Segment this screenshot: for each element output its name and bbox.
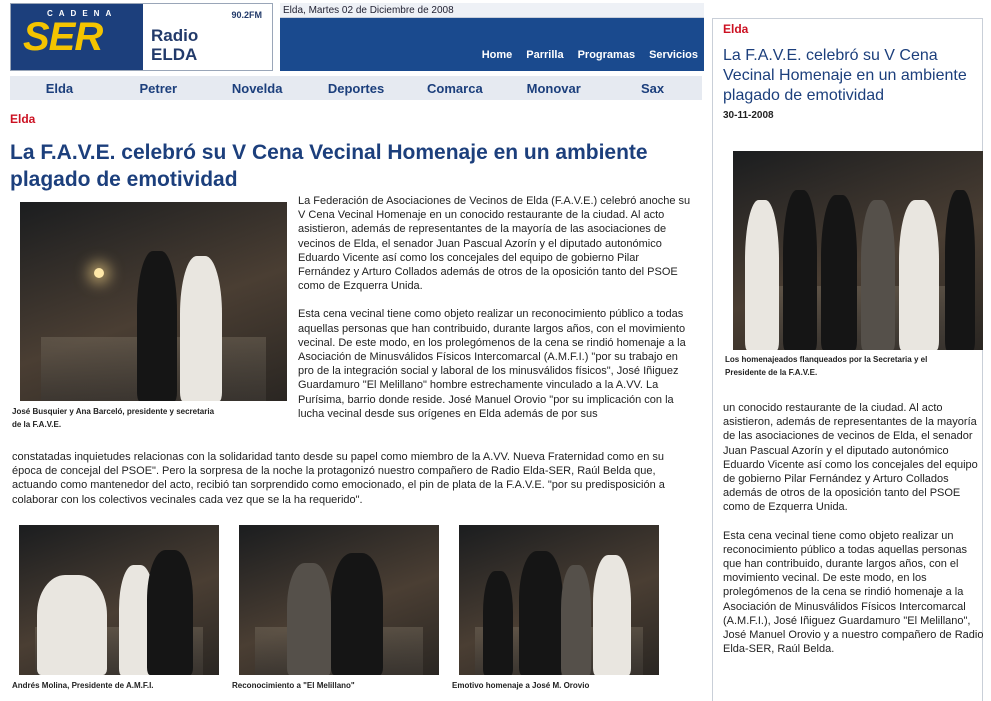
sidebar-date: 30-11-2008	[723, 110, 774, 121]
gallery-photo-2[interactable]	[239, 525, 439, 675]
gallery-caption-1: Andrés Molina, Presidente de A.M.F.I.	[12, 681, 154, 690]
sidebar-paragraph-2: Esta cena vecinal tiene como objeto realizar un reconocimiento público a todas aquellas personas que han contribuido, durante largos años, con el movimiento vecinal. De este modo, en los prolegómenos de la cena se rindió homenaje a la Asociación de Minusválidos Físicos Intercomarcal (A.M.F.I.), José Iñiguez Guardamuro "El Melillano", José Manuel Orovio y a nuestro compañero de Radio Elda-SER, Raúl Belda.	[723, 529, 984, 656]
sidebar-kicker[interactable]: Elda	[723, 22, 749, 36]
top-bar	[280, 3, 704, 71]
article-kicker[interactable]: Elda	[10, 112, 36, 126]
figure-woman	[593, 555, 631, 675]
sidebar-body	[723, 401, 985, 656]
logo-ser-text: SER	[23, 15, 103, 59]
top-nav-servicios[interactable]: Servicios	[649, 49, 698, 61]
logo-cadena-text: CADENA	[47, 9, 118, 18]
section-nav	[10, 76, 702, 100]
ser-logo-block	[11, 4, 143, 70]
article-paragraph-2-top: Esta cena vecinal tiene como objeto realizar un reconocimiento público a todas aquellas personas que han contribuido, durante largos años, con el movimiento vecinal. De este modo, en los prolegómenos de la cena se rindió homenaje a la Asociación de Minusválidos Físicos Intercomarcal (A.M.F.I.) "por su trabajo en pro de la integración social y laboral de los minusválidos físicos", José Iñiguez Guardamuro "El Melillano" hombre estrechamente vinculado a la A.VV. La Purísima, barrio donde reside. José Manuel Orovio "por su implicación con la lucha vecinal desde sus orígenes en Elda además de por sus	[298, 308, 686, 420]
figure-man-white-shirt	[899, 200, 939, 350]
gallery-caption-2: Reconocimiento a "El Melillano"	[232, 681, 355, 690]
top-nav-programas[interactable]: Programas	[577, 49, 636, 61]
figure-elder-man	[561, 565, 591, 675]
sidebar-panel	[712, 18, 983, 701]
section-nav-comarca[interactable]: Comarca	[427, 80, 483, 96]
section-nav-monovar[interactable]: Monovar	[526, 80, 581, 96]
sidebar-photo[interactable]	[733, 151, 983, 350]
gallery-caption-3: Emotivo homenaje a José M. Orovio	[452, 681, 590, 690]
main-photo[interactable]	[20, 202, 287, 401]
section-nav-elda[interactable]: Elda	[45, 80, 74, 96]
article-body-upper	[298, 194, 694, 421]
figure-woman	[180, 256, 222, 401]
lamp-glow	[94, 268, 104, 278]
top-nav	[482, 49, 704, 61]
gallery-photo-1[interactable]	[19, 525, 219, 675]
section-nav-sax[interactable]: Sax	[641, 80, 665, 96]
figure-man-1	[783, 190, 817, 350]
sidebar-headline[interactable]: La F.A.V.E. celebró su V Cena Vecinal Homenaje en un ambiente plagado de emotividad	[723, 47, 967, 104]
article-paragraph-2-bottom: constatadas inquietudes relacionas con la solidaridad tanto desde su papel como miembro de la A.VV. Nueva Fraternidad como en su época de concejal del PSOE". Pero la sorpresa de la noche la protagonizó nuestro compañero de Radio Elda-SER, Raúl Belda que, actuando como mantenedor del acto, recibió tan sorprendido como emocionado, el pin de plata de la F.A.V.E. "por su predisposición a colaborar con los colectivos vecinales cada vez que se la ha requerido".	[12, 451, 665, 506]
figure-man-white-shirt	[37, 575, 107, 675]
figure-man-suit	[331, 553, 383, 675]
main-photo-caption: José Busquier y Ana Barceló, presidente y secretaria de la F.A.V.E.	[12, 407, 215, 429]
logo-station-line2: ELDA	[151, 45, 198, 64]
sidebar-paragraph-1: un conocido restaurante de la ciudad. Al acto asistieron, además de representantes de la mayoría de las asociaciones de vecinos de Elda, el senador Juan Pascual Azorín y el diputado autonómico Eduardo Vicente así como los concejales del equipo de gobierno Pilar Fernández y Arturo Collados además de otros de la oposición tanto del PSOE como de Ezquerra Unida.	[723, 402, 978, 514]
figure-man-2	[821, 195, 857, 350]
article-headline: La F.A.V.E. celebró su V Cena Vecinal Homenaje en un ambiente plagado de emotividad	[10, 141, 648, 191]
article-paragraph-1: La Federación de Asociaciones de Vecinos de Elda (F.A.V.E.) celebró anoche su V Cena Vecinal Homenaje en un conocido restaurante de la ciudad. Al acto asistieron, además de representantes de la mayoría de las asociaciones de vecinos de Elda, el senador Juan Pascual Azorín y el diputado autonómico Eduardo Vicente así como los concejales del equipo de gobierno Pilar Fernández y Arturo Collados además de otros de la oposición tanto del PSOE como de Ezquerra Unida.	[298, 195, 691, 293]
figure-woman	[745, 200, 779, 350]
date-line: Elda, Martes 02 de Diciembre de 2008	[280, 3, 704, 18]
figure-man-4	[945, 190, 975, 350]
section-nav-deportes[interactable]: Deportes	[327, 80, 385, 96]
logo-frequency: 90.2FM	[231, 10, 262, 20]
section-nav-novelda[interactable]: Novelda	[231, 80, 283, 96]
sidebar-photo-caption: Los homenajeados flanqueados por la Secretaria y el Presidente de la F.A.V.E.	[725, 355, 928, 377]
station-logo[interactable]	[10, 3, 273, 71]
top-nav-home[interactable]: Home	[481, 49, 513, 61]
figure-man-left	[483, 571, 513, 675]
top-nav-parrilla[interactable]: Parrilla	[526, 49, 564, 61]
section-nav-petrer[interactable]: Petrer	[139, 80, 178, 96]
figure-man-suit	[147, 550, 193, 675]
figure-man-3	[861, 200, 895, 350]
gallery-photo-3[interactable]	[459, 525, 659, 675]
figure-man-center	[519, 551, 563, 675]
logo-station-name	[151, 26, 198, 64]
logo-station-line1: Radio	[151, 26, 199, 45]
figure-elder-man	[287, 563, 331, 675]
article-body-lower	[12, 450, 694, 507]
figure-man	[137, 251, 177, 401]
